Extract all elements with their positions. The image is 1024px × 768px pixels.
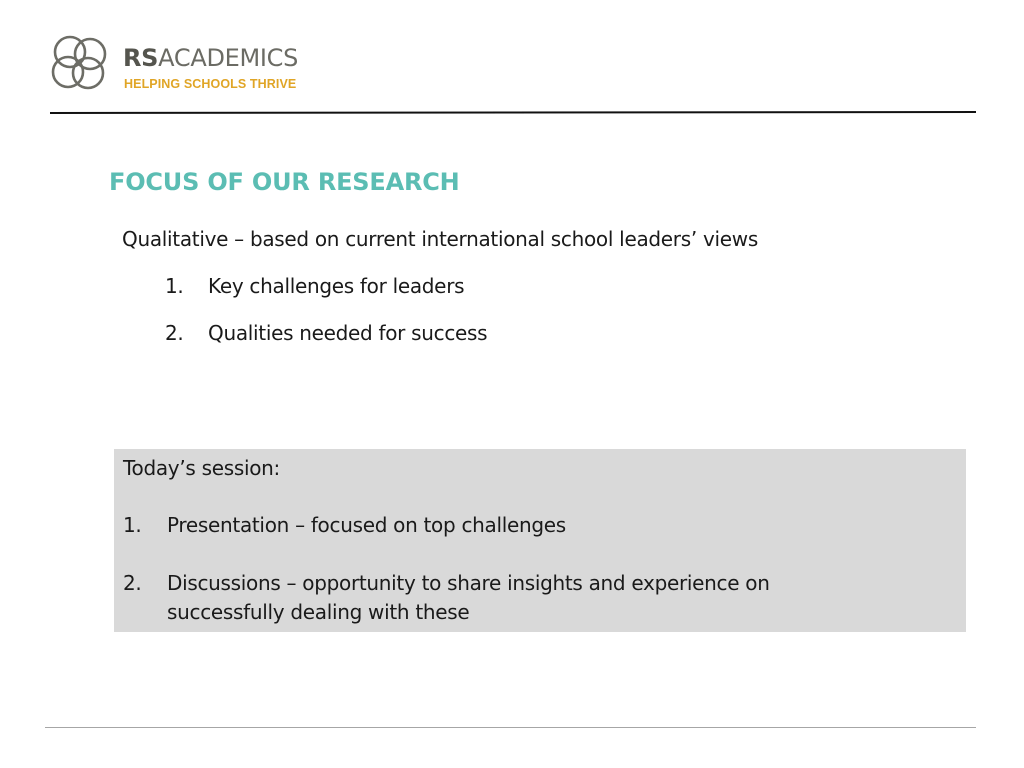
rs-academics-logo (48, 30, 302, 96)
session-item-number: 2. (123, 571, 142, 595)
session-item-text: Presentation – focused on top challenges (167, 513, 566, 537)
header-divider (50, 111, 976, 114)
focus-item-number: 1. (165, 274, 184, 298)
focus-item-number: 2. (165, 321, 184, 345)
logo-wordmark (123, 44, 298, 72)
focus-item-text: Key challenges for leaders (208, 274, 465, 298)
focus-item-text: Qualities needed for success (208, 321, 488, 345)
intro-text: Qualitative – based on current international school leaders’ views (122, 227, 758, 251)
session-item-text: Discussions – opportunity to share insights and experience on successfully dealing with these (167, 571, 770, 624)
focus-list-item (165, 320, 665, 346)
focus-list-item (165, 273, 665, 299)
session-heading: Today’s session: (123, 456, 280, 480)
footer-divider (45, 727, 976, 728)
interlocking-circles-icon (48, 32, 112, 94)
logo-brand-bold: RS (123, 44, 159, 72)
session-box (114, 449, 966, 632)
slide-title: FOCUS OF OUR RESEARCH (109, 168, 460, 196)
logo-tagline: HELPING SCHOOLS THRIVE (124, 77, 297, 91)
logo-brand-rest: ACADEMICS (158, 44, 299, 72)
session-item-number: 1. (123, 513, 142, 537)
